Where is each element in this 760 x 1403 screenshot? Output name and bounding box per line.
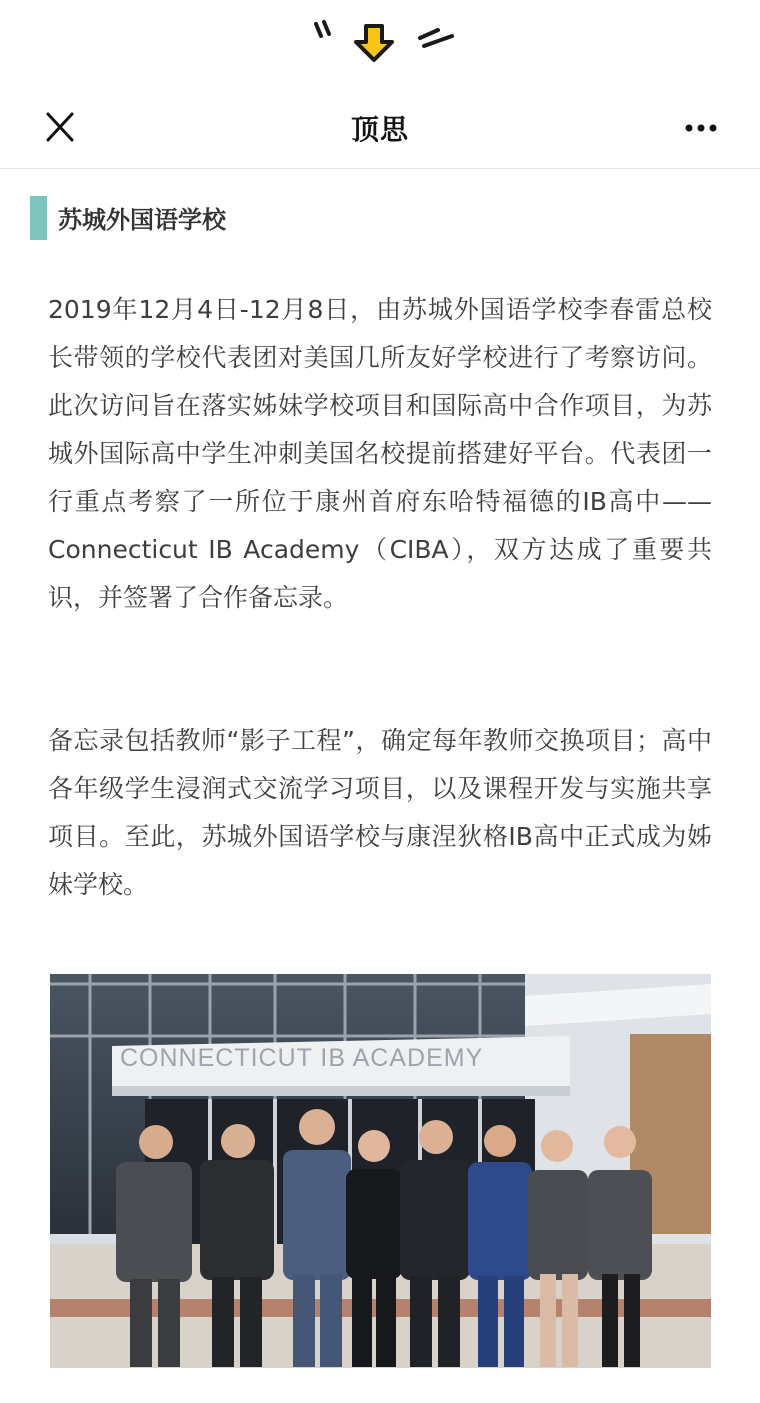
section-heading <box>30 196 730 240</box>
more-icon[interactable] <box>676 114 726 144</box>
article-paragraph: 备忘录包括教师“影子工程”，确定每年教师交换项目；高中各年级学生浸润式交流学习项目，以及课程开发与实施共享项目。至此，苏城外国语学校与康涅狄格IB高中正式成为姊妹学校。 <box>48 726 712 899</box>
nav-bar <box>0 84 760 169</box>
section-title: 苏城外国语学校 <box>58 206 226 234</box>
down-arrow-icon <box>0 0 760 80</box>
accent-bar <box>30 196 47 240</box>
article-paragraph: 2019年12月4日-12月8日，由苏城外国语学校李春雷总校长带领的学校代表团对美国几所友好学校进行了考察访问。此次访问旨在落实姊妹学校项目和国际高中合作项目，为苏城外国际高中学生冲刺美国名校提前搭建好平台。代表团一行重点考察了一所位于康州首府东哈特福德的IB高中——Connecticut IB Academy（CIBA），双方达成了重要共识，并签署了合作备忘录。 <box>48 295 712 612</box>
building-sign: CONNECTICUT IB ACADEMY <box>120 1044 484 1072</box>
group-photo[interactable] <box>50 974 711 1368</box>
page-title: 顶思 <box>350 113 409 146</box>
